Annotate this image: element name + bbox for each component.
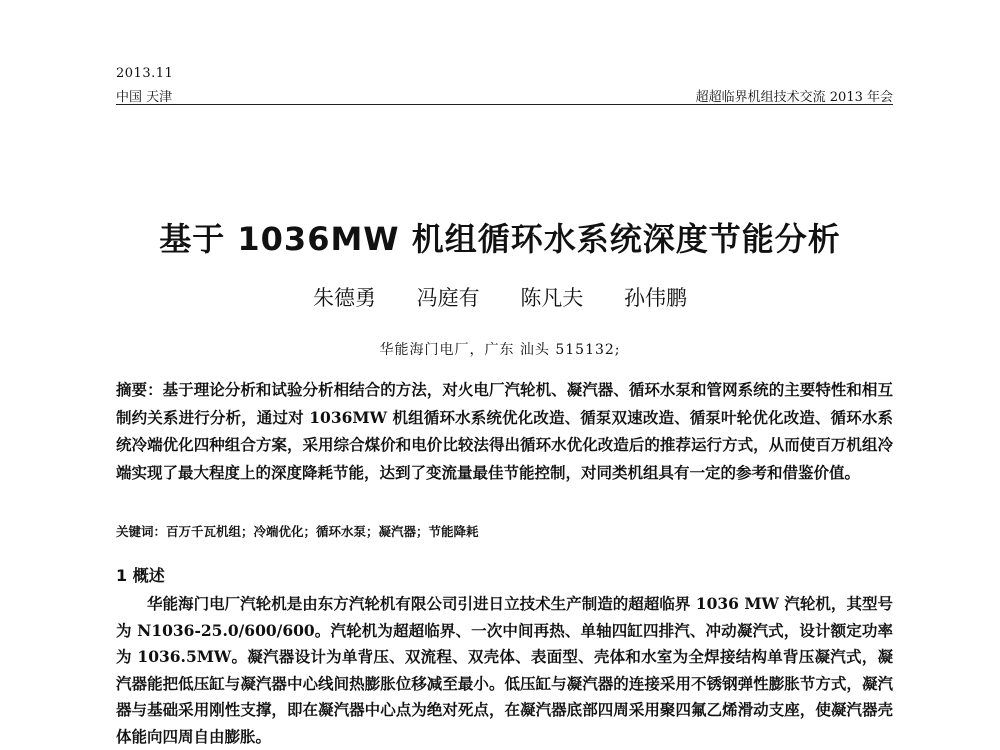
affiliation: 华能海门电厂，广东 汕头 515132; — [379, 342, 621, 358]
header-conference: 超超临界机组技术交流 2013 年会 — [695, 90, 893, 105]
abstract-text: 基于理论分析和试验分析相结合的方法，对火电厂汽轮机、凝汽器、循环水泵和管网系统的主要特性和相互制约关系进行分析，通过对 1036MW 机组循环水系统优化改造、循泵双速改造、循泵叶轮优化改造、循环水系统冷端优化四种组合方案，采用综合煤价和电价比较法得出循环水优化改造后的推荐运行方式，从而使百万机组冷端实现了最大程度上的深度降耗节能，达到了变流量最佳节能控制，对同类机组具有一定的参考和借鉴价值。 — [116, 380, 893, 482]
header-date: 2013.11 — [116, 66, 174, 81]
author-2: 冯庭有 — [416, 286, 480, 310]
abstract — [116, 376, 893, 486]
keywords-label: 关键词： — [116, 524, 167, 539]
paper-title: 基于 1036MW 机组循环水系统深度节能分析 — [159, 220, 841, 258]
header-rule — [116, 104, 893, 105]
header-place: 中国 天津 — [116, 90, 173, 105]
author-4: 孙伟鹏 — [624, 286, 688, 310]
keywords-text: 百万千瓦机组；冷端优化；循环水泵；凝汽器；节能降耗 — [166, 524, 479, 539]
abstract-label: 摘要： — [116, 380, 163, 399]
section-1-title: 1 概述 — [116, 566, 165, 585]
author-list — [0, 282, 1000, 312]
section-1-text: 华能海门电厂汽轮机是由东方汽轮机有限公司引进日立技术生产制造的超超临界 1036 MW 汽轮机，其型号为 N1036-25.0/600/600。汽轮机为超超临界、一次中间再热、单轴四缸四排汽、冲动凝汽式，设计额定功率为 1036.5MW。凝汽器设计为单背压、双流程、双壳体、表面型、壳体和水室为全焊接结构单背压凝汽式，凝汽器能把低压缸与凝汽器中心线间热膨胀位移减至最小。低压缸与凝汽器的连接采用不锈钢弹性膨胀节方式，凝汽器与基础采用刚性支撑，即在凝汽器中心点为绝对死点，在凝汽器底部四周采用聚四氟乙烯滑动支座，使凝汽器壳体能向四周自由膨胀。 — [116, 594, 893, 746]
keywords — [116, 522, 893, 540]
author-1: 朱德勇 — [312, 286, 376, 310]
author-3: 陈凡夫 — [520, 286, 584, 310]
